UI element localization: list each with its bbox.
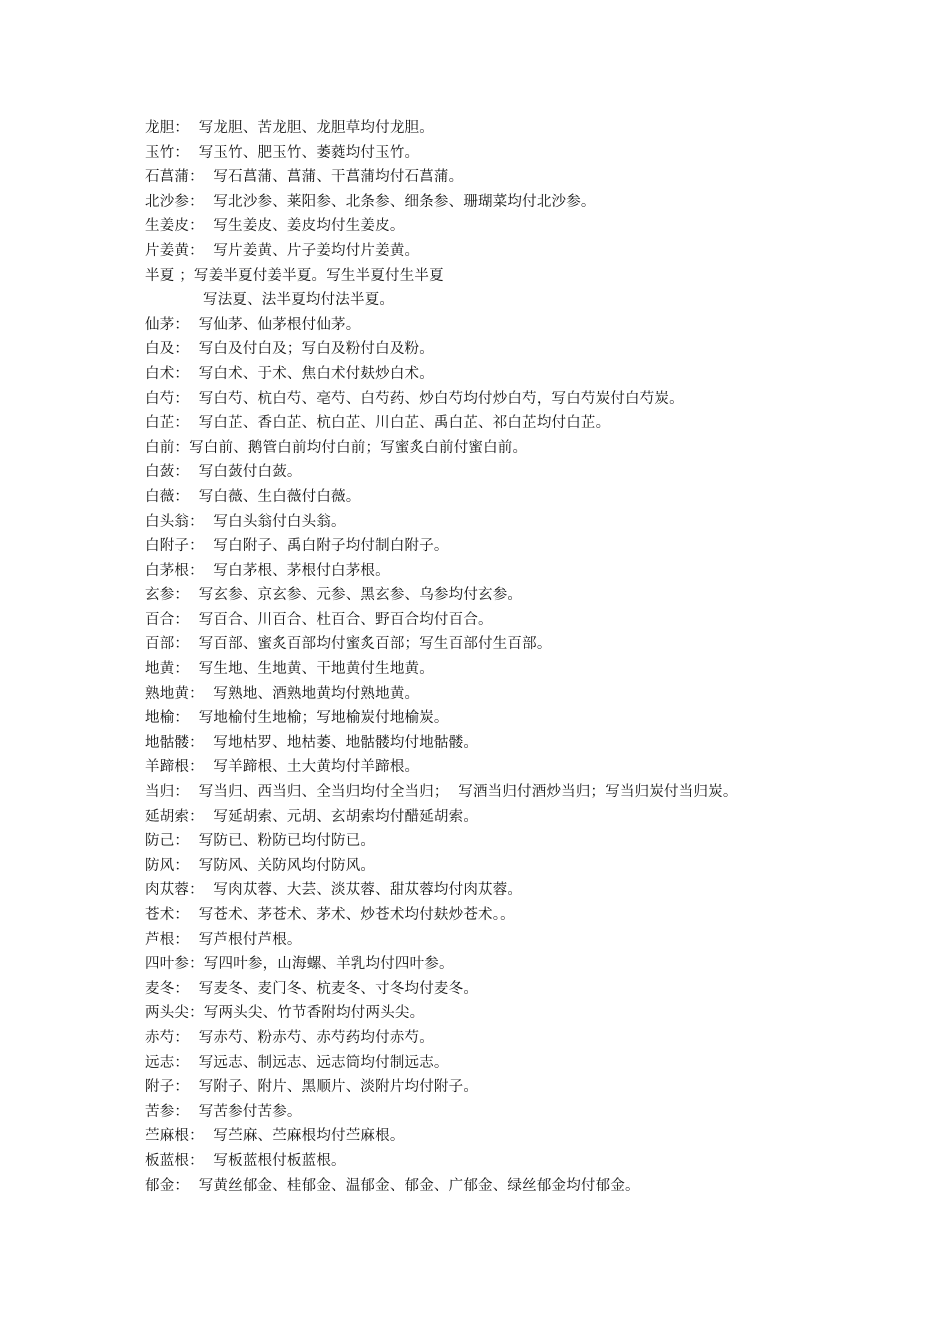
herb-description: 写白前、鹅管白前均付白前；写蜜炙白前付蜜白前。	[189, 439, 528, 456]
herb-term: 白及：	[145, 341, 190, 358]
herb-entry	[145, 264, 935, 289]
herb-term: 延胡索：	[145, 808, 204, 825]
herb-description: 写麦冬、麦门冬、杭麦冬、寸冬均付麦冬。	[189, 980, 479, 997]
herb-description: 写仙茅、仙茅根付仙茅。	[189, 316, 361, 333]
herb-description: 写片姜黄、片子姜均付片姜黄。	[203, 242, 420, 259]
herb-description: 写延胡索、元胡、玄胡索均付醋延胡索。	[203, 808, 479, 825]
herb-description: 写苍术、茅苍术、茅术、炒苍术均付麸炒苍术。。	[189, 907, 515, 923]
herb-entry	[145, 239, 935, 264]
herb-term: 白薇：	[145, 488, 190, 505]
herb-entry	[145, 1026, 935, 1051]
herb-term: 四叶参：	[145, 956, 204, 973]
herb-entry	[145, 313, 935, 338]
herb-description: 写板蓝根付板蓝根。	[203, 1152, 346, 1169]
herb-entry	[145, 1149, 935, 1174]
herb-description: 写白术、于术、焦白术付麸炒白术。	[189, 365, 434, 382]
herb-description: 写白附子、禹白附子均付制白附子。	[203, 538, 449, 555]
herb-entry	[145, 1174, 935, 1199]
herb-term: 肉苁蓉：	[145, 882, 204, 899]
herb-entry	[145, 510, 935, 535]
herb-term: 防风：	[145, 857, 190, 874]
herb-entry	[145, 854, 935, 879]
herb-term: 防己：	[145, 833, 190, 850]
herb-entry	[145, 805, 935, 830]
herb-term: 当归：	[145, 784, 190, 801]
herb-entry	[145, 632, 935, 657]
herb-term: 熟地黄：	[145, 685, 204, 702]
herb-term: 白前：	[145, 439, 190, 456]
herb-entry	[145, 780, 935, 805]
herb-entry	[145, 1124, 935, 1149]
herb-entry	[145, 214, 935, 239]
herb-term: 白附子：	[145, 538, 204, 555]
herb-term: 白芷：	[145, 415, 190, 432]
herb-description: 写姜半夏付姜半夏。写生半夏付生半夏	[193, 267, 444, 284]
herb-description: 写苦参付苦参。	[189, 1103, 302, 1120]
herb-entry	[145, 411, 935, 436]
herb-description: 写白芍、杭白芍、亳芍、白芍药、炒白芍均付炒白芍，写白芍炭付白芍炭。	[189, 390, 684, 407]
herb-entry	[145, 952, 935, 977]
herb-description: 写白及付白及；写白及粉付白及粉。	[189, 341, 434, 358]
herb-description: 写苎麻、苎麻根均付苎麻根。	[203, 1128, 405, 1145]
herb-term: 生姜皮：	[145, 218, 204, 235]
herb-description: 写龙胆、苦龙胆、龙胆草均付龙胆。	[189, 120, 434, 136]
herb-term: 百合：	[145, 611, 190, 628]
herb-entry	[145, 903, 935, 928]
herb-term: 石菖蒲：	[145, 169, 204, 186]
herb-term: 芦根：	[145, 931, 190, 948]
herb-description: 写地枯罗、地枯萎、地骷髅均付地骷髅。	[203, 734, 479, 751]
herb-term: 半夏 ；	[145, 267, 194, 284]
herb-entry	[145, 657, 935, 682]
herb-entry	[145, 583, 935, 608]
herb-entry	[145, 1001, 935, 1026]
herb-description: 写防风、关防风均付防风。	[189, 857, 376, 874]
herb-entry	[145, 387, 935, 412]
herb-term: 两头尖：	[145, 1005, 204, 1022]
herb-description: 写石菖蒲、菖蒲、干菖蒲均付石菖蒲。	[203, 169, 464, 186]
herb-entry	[145, 534, 935, 559]
herb-entry	[145, 559, 935, 584]
herb-entry	[145, 165, 935, 190]
herb-entry	[145, 1075, 935, 1100]
herb-entry-list	[145, 116, 935, 1198]
herb-description: 写百部、蜜炙百部均付蜜炙百部；写生百部付生百部。	[189, 636, 552, 653]
herb-term: 羊蹄根：	[145, 759, 204, 776]
herb-entry	[145, 337, 935, 362]
herb-term: 白茅根：	[145, 562, 204, 579]
herb-description: 写防已、粉防已均付防已。	[189, 833, 376, 850]
herb-description: 写地榆付生地榆；写地榆炭付地榆炭。	[189, 710, 449, 727]
herb-term: 白芍：	[145, 390, 190, 407]
herb-entry	[145, 755, 935, 780]
herb-term: 片姜黄：	[145, 242, 204, 259]
herb-term: 苦参：	[145, 1103, 190, 1120]
herb-entry	[145, 1051, 935, 1076]
herb-description: 写百合、川百合、杜百合、野百合均付百合。	[189, 611, 493, 628]
herb-description: 写白头翁付白头翁。	[203, 513, 346, 530]
herb-term: 白蔹：	[145, 464, 190, 481]
herb-term: 玄参：	[145, 587, 190, 604]
herb-term: 郁金：	[145, 1177, 190, 1194]
herb-description: 写熟地、酒熟地黄均付熟地黄。	[203, 685, 420, 702]
herb-description: 写白茅根、茅根付白茅根。	[203, 562, 390, 579]
herb-term: 麦冬：	[145, 980, 190, 997]
herb-description: 写法夏、法半夏均付法半夏。	[203, 292, 395, 309]
herb-description: 写北沙参、莱阳参、北条参、细条参、珊瑚菜均付北沙参。	[203, 193, 596, 210]
herb-entry	[145, 928, 935, 953]
herb-entry	[145, 731, 935, 756]
herb-entry	[145, 682, 935, 707]
herb-entry	[145, 141, 935, 166]
herb-description: 写白芷、香白芷、杭白芷、川白芷、禹白芷、祁白芷均付白芷。	[189, 415, 611, 432]
herb-description: 写生地、生地黄、干地黄付生地黄。	[189, 661, 434, 678]
herb-term: 苍术：	[145, 907, 190, 923]
herb-term: 地黄：	[145, 661, 190, 678]
herb-description: 写生姜皮、姜皮均付生姜皮。	[203, 218, 405, 235]
herb-term: 玉竹：	[145, 144, 190, 161]
herb-entry	[145, 608, 935, 633]
herb-term: 附子：	[145, 1079, 190, 1096]
herb-entry	[145, 1100, 935, 1125]
herb-description: 写黄丝郁金、桂郁金、温郁金、郁金、广郁金、绿丝郁金均付郁金。	[189, 1177, 640, 1194]
herb-description: 写白薇、生白薇付白薇。	[189, 488, 361, 505]
herb-entry	[145, 977, 935, 1002]
herb-description: 写附子、附片、黑顺片、淡附片均付附子。	[189, 1079, 479, 1096]
herb-description: 写两头尖、竹节香附均付两头尖。	[203, 1005, 425, 1022]
herb-description: 写当归、西当归、全当归均付全当归； 写酒当归付酒炒当归；写当归炭付当归炭。	[189, 784, 738, 801]
herb-term: 仙茅：	[145, 316, 190, 333]
herb-entry	[145, 116, 935, 141]
herb-term: 苎麻根：	[145, 1128, 204, 1145]
herb-term: 白头翁：	[145, 513, 204, 530]
herb-description: 写芦根付芦根。	[189, 931, 302, 948]
herb-term: 白术：	[145, 365, 190, 382]
herb-entry-continuation	[145, 288, 935, 313]
herb-entry	[145, 190, 935, 215]
herb-description: 写白蔹付白蔹。	[189, 464, 302, 481]
herb-entry	[145, 706, 935, 731]
herb-term: 板蓝根：	[145, 1152, 204, 1169]
herb-entry	[145, 460, 935, 485]
herb-term: 地骷髅：	[145, 734, 204, 751]
herb-term: 北沙参：	[145, 193, 204, 210]
herb-description: 写羊蹄根、土大黄均付羊蹄根。	[203, 759, 420, 776]
herb-term: 赤芍：	[145, 1029, 190, 1046]
herb-entry	[145, 829, 935, 854]
herb-term: 地榆：	[145, 710, 190, 727]
herb-entry	[145, 485, 935, 510]
herb-description: 写玉竹、肥玉竹、萎蕤均付玉竹。	[189, 144, 420, 161]
herb-term: 百部：	[145, 636, 190, 653]
herb-term: 龙胆：	[145, 120, 190, 136]
herb-description: 写远志、制远志、远志筒均付制远志。	[189, 1054, 449, 1071]
herb-entry	[145, 878, 935, 903]
herb-description: 写玄参、京玄参、元参、黑玄参、乌参均付玄参。	[189, 587, 523, 604]
herb-description: 写四叶参，山海螺、羊乳均付四叶参。	[203, 956, 454, 973]
herb-entry	[145, 436, 935, 461]
herb-description: 写赤芍、粉赤芍、赤芍药均付赤芍。	[189, 1029, 434, 1046]
herb-term: 远志：	[145, 1054, 190, 1071]
herb-description: 写肉苁蓉、大芸、淡苁蓉、甜苁蓉均付肉苁蓉。	[203, 882, 523, 899]
herb-entry	[145, 362, 935, 387]
